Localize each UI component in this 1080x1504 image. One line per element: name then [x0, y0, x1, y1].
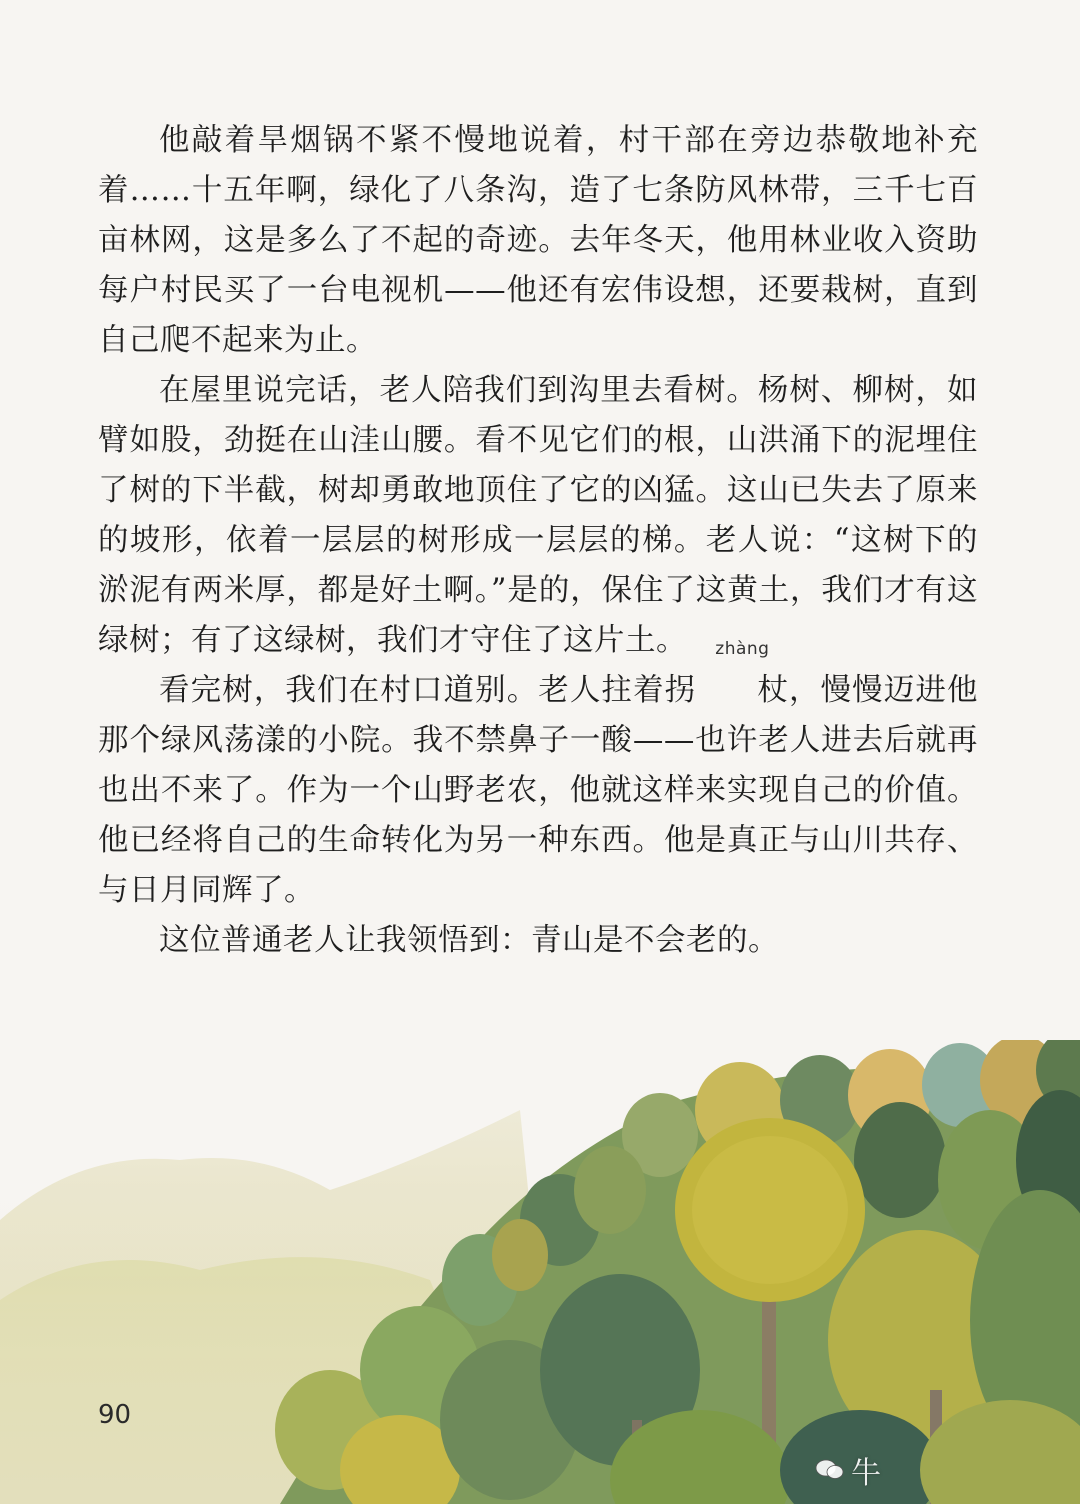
paragraph-3	[98, 639, 979, 916]
text-block	[98, 116, 978, 966]
paragraph-3-start: 看完树，我们在村口道别。老人拄着拐	[159, 673, 697, 708]
forest-illustration	[0, 1040, 1080, 1504]
annotated-character: 杖	[757, 673, 789, 708]
watermark	[815, 1448, 883, 1492]
page-number: 90	[98, 1400, 132, 1430]
paragraph-3-end: ，慢慢迈进他那个绿风荡漾的小院。我不禁鼻子一酸——也许老人进去后就再也出不来了。作为一个山野老农，他就这样来实现自己的价值。他已经将自己的生命转化为另一种东西。他是真正与山川共存、与日月同辉了。	[98, 673, 979, 908]
pinyin-label: zhàng	[715, 639, 770, 659]
watermark-text: 牛	[851, 1456, 883, 1491]
paragraph-2: 在屋里说完话，老人陪我们到沟里去看树。杨树、柳树，如臂如股，劲挺在山洼山腰。看不见它们的根，山洪涌下的泥埋住了树的下半截，树却勇敢地顶住了它的凶猛。这山已失去了原来的坡形，依着一层层的树形成一层层的梯。老人说：“这树下的淤泥有两米厚，都是好土啊。”是的，保住了这黄土，我们才有这绿树；有了这绿树，我们才守住了这片土。	[98, 373, 978, 658]
pinyin-annotation	[696, 639, 789, 716]
wechat-icon	[815, 1458, 845, 1482]
paragraph-4: 这位普通老人让我领悟到：青山是不会老的。	[159, 923, 779, 958]
paragraph-1: 他敲着旱烟锅不紧不慢地说着，村干部在旁边恭敬地补充着……十五年啊，绿化了八条沟，造了七条防风林带，三千七百亩林网，这是多么了不起的奇迹。去年冬天，他用林业收入资助每户村民买了一台电视机——他还有宏伟设想，还要栽树，直到自己爬不起来为止。	[98, 123, 978, 358]
